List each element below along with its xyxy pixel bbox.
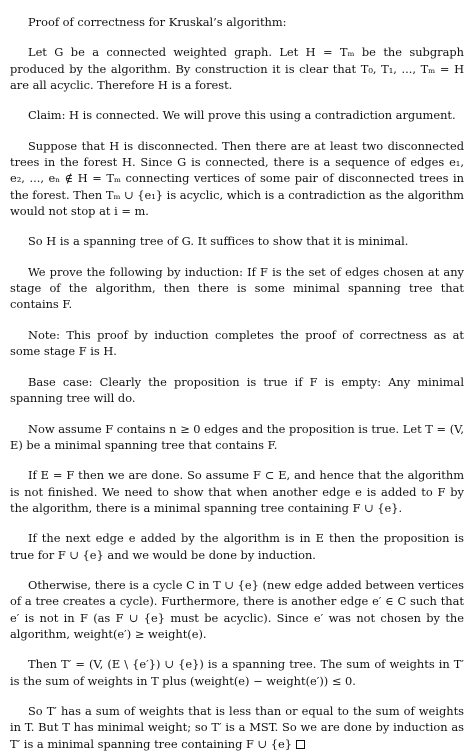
paragraph-13: So T′ has a sum of weights that is less than or equal to the sum of weights in T. But T has minimal weight; so T′ is a MST. So we are done by induction as T′ is a minimal spanning tree containing F ∪ {e}	[10, 704, 464, 751]
paragraph-1: Let G be a connected weighted graph. Let H = Tₘ be the subgraph produced by the algorithm. By construction it is clear that T₀, T₁, ..., Tₘ = H are all acyclic. Therefore H is a forest.	[10, 45, 464, 92]
paragraph-12: Then T′ = (V, (E \ {e′}) ∪ {e}) is a spanning tree. The sum of weights in T′ is the sum of weights in T plus (weight(e) − weight(e′)) ≤ 0.	[10, 657, 464, 688]
paragraph-10: If the next edge e added by the algorithm is in E then the proposition is true for F ∪ {e} and we would be done by induction.	[10, 531, 464, 562]
paragraph-6: Note: This proof by induction completes the proof of correctness as at some stage F is H.	[10, 327, 464, 359]
paragraph-7: Base case: Clearly the proposition is true if F is empty: Any minimal spanning tree will do.	[10, 374, 464, 405]
document-title: Proof of correctness for Kruskal’s algorithm:	[28, 15, 287, 29]
qed-square-icon	[296, 740, 305, 749]
paragraph-3: Suppose that H is disconnected. Then there are at least two disconnected trees in the forest H. Since G is connected, there is a sequence of edges e₁, e₂, ..., eₙ ∉ H = Tₘ connecting vertices of some pair of disconnected trees in the forest. Then Tₘ ∪ {e₁} is acyclic, which is a contradiction as the algorithm would not stop at i = m.	[10, 138, 464, 218]
paragraph-8: Now assume F contains n ≥ 0 edges and the proposition is true. Let T = (V, E) be a minimal spanning tree that contains F.	[10, 421, 464, 452]
paragraph-11: Otherwise, there is a cycle C in T ∪ {e} (new edge added between vertices of a tree creates a cycle). Furthermore, there is another edge e′ ∈ C such that e′ is not in F (as F ∪ {e} must be acyclic). Since e′ was not chosen by the algorithm, weight(e′) ≥ weight(e).	[10, 578, 464, 641]
paragraph-2: Claim: H is connected. We will prove this using a contradiction argument.	[28, 108, 456, 123]
paragraph-9: If E = F then we are done. So assume F ⊂ E, and hence that the algorithm is not finished. We need to show that when another edge e is added to F by the algorithm, there is a minimal spanning tree containing F ∪ {e}.	[10, 468, 464, 515]
paragraph-4: So H is a spanning tree of G. It suffices to show that it is minimal.	[28, 234, 409, 249]
paragraph-5: We prove the following by induction: If F is the set of edges chosen at any stage of the algorithm, then there is some minimal spanning tree that contains F.	[10, 264, 464, 312]
